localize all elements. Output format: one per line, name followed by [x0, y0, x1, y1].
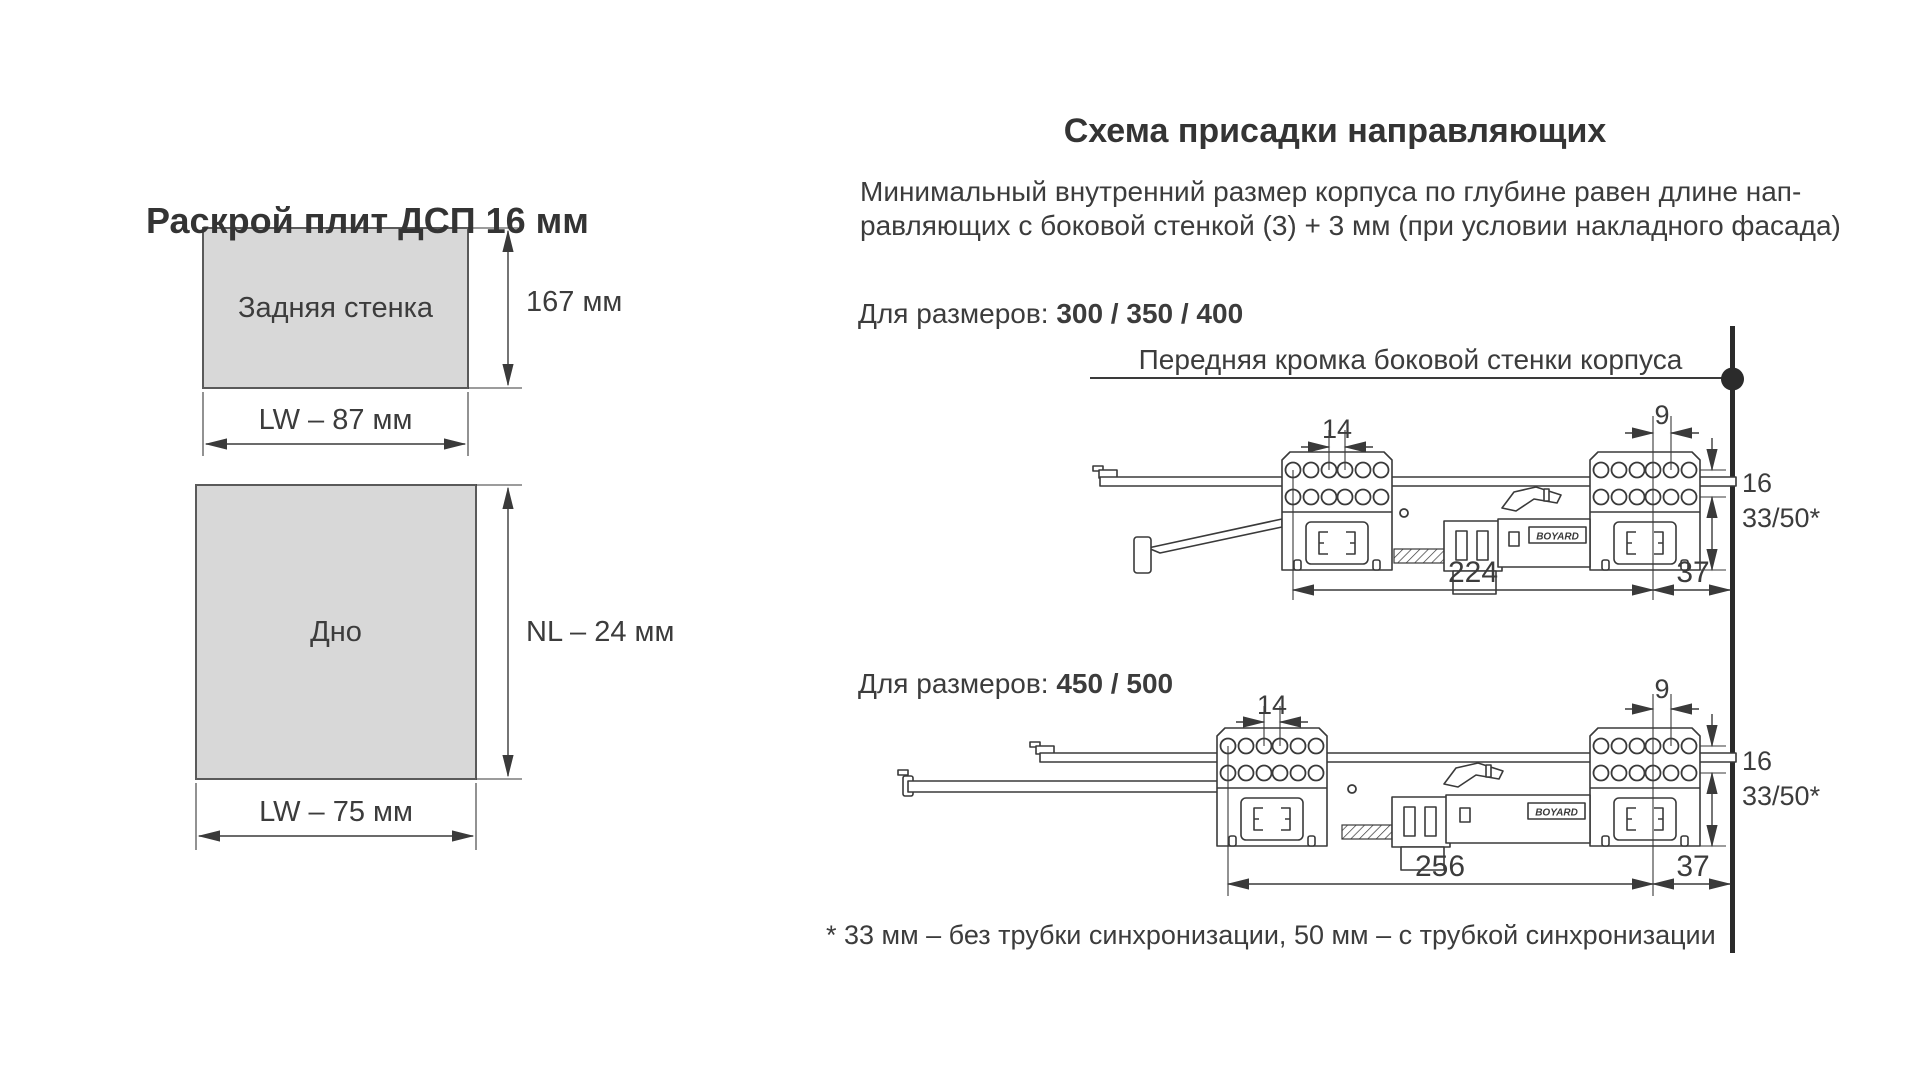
front-edge-label: Передняя кромка боковой стенки корпуса — [1138, 344, 1683, 375]
dim-16-drawing2: 16 — [1742, 746, 1773, 776]
dim-9-drawing1: 9 — [1654, 400, 1670, 430]
bottom-panel-label: Дно — [310, 616, 362, 648]
dim-14-drawing1: 14 — [1321, 414, 1353, 444]
footnote: * 33 мм – без трубки синхронизации, 50 мм – с трубкой синхронизации — [826, 920, 1716, 950]
sizes-row-2 — [858, 668, 1173, 700]
sizes-values-1: 300 / 350 / 400 — [1056, 298, 1244, 329]
description-line-1: Минимальный внутренний размер корпуса по глубине равен длине нап- — [860, 176, 1802, 207]
sizes-prefix: Для размеров: — [858, 298, 1049, 329]
brand-logo-text: BOYARD — [1535, 807, 1578, 819]
rear-hole-bracket — [1590, 452, 1700, 570]
front-hole-bracket — [1282, 452, 1392, 570]
sizes-values-2: 450 / 500 — [1056, 668, 1174, 699]
dim-33-50-drawing2: 33/50* — [1742, 781, 1821, 811]
back-panel-width-dim: LW – 87 мм — [258, 404, 413, 436]
dim-14-drawing2: 14 — [1256, 690, 1288, 720]
brand-logo-text: BOYARD — [1536, 531, 1579, 543]
extended-inner-rail — [908, 781, 1252, 792]
back-panel-label: Задняя стенка — [237, 292, 434, 324]
sizes-prefix: Для размеров: — [858, 668, 1049, 699]
right-section-title: Схема присадки направляющих — [1063, 112, 1607, 150]
rear-hole-bracket — [1590, 728, 1700, 846]
description-line-2: равляющих с боковой стенкой (3) + 3 мм (при условии накладного фасада) — [860, 210, 1841, 241]
dim-33-50-drawing1: 33/50* — [1742, 503, 1821, 533]
bottom-panel-width-dim: LW – 75 мм — [259, 796, 413, 828]
dim-37-drawing1: 37 — [1676, 556, 1710, 589]
back-panel-height-dim: 167 мм — [526, 286, 623, 318]
dim-9-drawing2: 9 — [1654, 674, 1670, 704]
left-section-title: Раскрой плит ДСП 16 мм — [146, 200, 589, 241]
bottom-panel-height-dim: NL – 24 мм — [526, 616, 675, 648]
dim-16-drawing1: 16 — [1742, 468, 1773, 498]
slide-drawing-450-500 — [898, 694, 1736, 896]
front-hole-bracket — [1217, 728, 1327, 846]
dim-37-drawing2: 37 — [1676, 850, 1710, 883]
dim-256-drawing2: 256 — [1414, 850, 1466, 883]
dim-224-drawing1: 224 — [1447, 556, 1499, 589]
sizes-row-1 — [858, 298, 1243, 330]
